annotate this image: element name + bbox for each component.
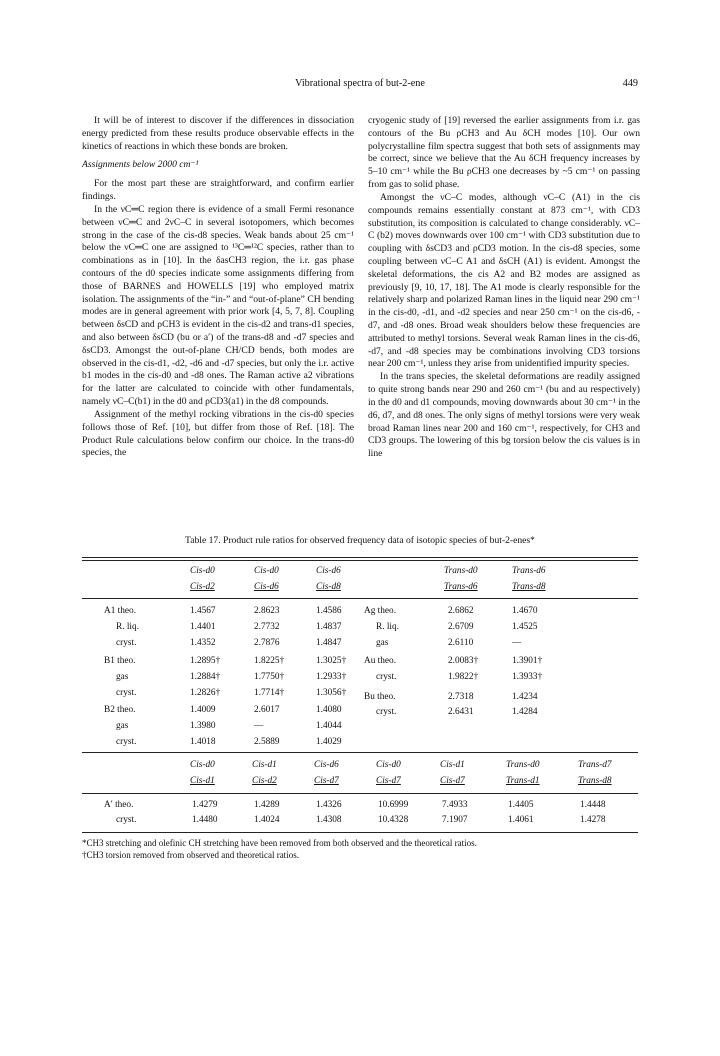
left-paragraph-4: Assignment of the methyl rocking vibrations in the cis-d0 species follows those of Ref. [10], but differ from those of Ref. [18]. The Product Rule calculations below confirm our choice. In the trans-d0 species, the [82, 408, 354, 459]
table-caption: Table 17. Product rule ratios for observed frequency data of isotopic species of but-2-enes* [185, 535, 535, 546]
table-cell-value: 2.8623 [254, 606, 280, 616]
table-cell-value: 1.7714† [254, 687, 285, 698]
table-col-header-bottom: Cis-d6 [254, 582, 279, 592]
table-cell-value: 1.3025† [316, 655, 347, 666]
table-row-label: cryst. [116, 637, 137, 648]
table-bottom-rule [82, 832, 638, 833]
table-cell-value: 2.7732 [254, 621, 280, 632]
table-row-label: R. liq. [376, 621, 399, 632]
table-cell-value: 2.6110 [448, 637, 474, 648]
table-cell-value: 2.0083† [448, 655, 479, 666]
right-paragraph-2: Amongst the νC–C modes, although νC–C (A1) in the cis compounds remains essentially constant at 873 cm⁻¹, with CD3 substitution, its composition is calculated to change considerably. νC–C (b2) moves downwards over 100 cm⁻¹ with CD3 substitution due to coupling with δsCD3 and ρCD3 motion. In the cis-d8 species, some coupling between νC–C A1 and δsCH (A1) is evident. Amongst the skeletal deformations, the cis A2 and B2 modes are assigned as previously [9, 10, 17, 18]. The A1 mode is clearly responsible for the relatively sharp and polarized Raman lines in the liquid near 290 cm⁻¹ in the cis-d0, -d1, and -d2 species and near 250 cm⁻¹ on the cis-d6, -d7, and -d8 ones. Broad weak shoulders below these frequencies are attributed to methyl torsions. Several weak Raman lines in the cis-d6, -d7, and -d8 species may be combinations involving CD3 torsions near 200 cm⁻¹, unless they arise from unidentified impurity species. [368, 191, 640, 370]
table-top-rule-2 [82, 560, 638, 561]
table-cell-value: 2.7876 [254, 637, 280, 648]
table-cell-value: 1.4308 [316, 815, 342, 825]
table-col-header-top: Cis-d0 [190, 566, 215, 576]
table-row-label: cryst. [376, 707, 397, 718]
table-col-header-top: Cis-d6 [316, 566, 341, 576]
right-paragraph-3: In the trans species, the skeletal deformations are readily assigned to quite strong bands near 290 and 260 cm⁻¹ (bu and au respectively) in the d0 and d1 compounds, moving downwards about 30 cm⁻¹ in the d6, d7, and d8 ones. The only signs of methyl torsions were very weak broad Raman lines near 200 and 160 cm⁻¹, respectively, for CH3 and CD3 groups. The lowering of this bg torsion below the cis values is in line [368, 371, 640, 460]
table-row-label: B1 theo. [104, 655, 136, 666]
table-cell-value: 7.1907 [442, 815, 468, 825]
left-paragraph-1: It will be of interest to discover if the differences in dissociation energy predicted from these results produce observable effects in the kinetics of reactions in which these bonds are broken. [82, 115, 354, 152]
table-cell-value: 1.4401 [190, 621, 216, 632]
table-col-header-top: Trans-d7 [578, 760, 612, 770]
right-paragraph-1: cryogenic study of [19] reversed the earlier assignments from i.r. gas contours of the Bu ρCH3 and Au δCH modes [10]. Our own polycrystalline film spectra suggest that both sets of assignments may be correct, since we believe that the Au δCH frequency increases by 5–10 cm⁻¹ while the Bu ρCH3 one decreases by ~5 cm⁻¹ on passing from gas to solid phase. [368, 115, 640, 191]
table-top-rule [82, 557, 638, 558]
table-cell-value: 1.4284 [512, 707, 538, 718]
table-cell-value: 10.6999 [378, 800, 409, 810]
table-col-header-bottom: Cis-d7 [376, 776, 401, 786]
table-cell-value: 1.4448 [580, 800, 606, 810]
left-paragraph-3: In the νC═C region there is evidence of a small Fermi resonance between νC═C and 2νC–C in several isotopomers, which becomes strong in the case of the cis-d8 species. Weak bands about 25 cm⁻¹ below the νC═C one are assigned to ¹³C═¹²C species, rather than to combinations as in [10]. In the δasCH3 region, the i.r. gas phase contours of the d0 species indicate some assignments differing from those of BARNES and HOWELLS [19] who employed matrix isolation. The assignments of the “in-” and “out-of-plane” CH bending modes are in general agreement with prior work [4, 5, 7, 8]. Coupling between δsCD and ρCH3 is evident in the cis-d2 and trans-d1 species, and also between δsCD (bu or a′) of the trans-d8 and -d7 species and δsCD3. Amongst the out-of-plane CH/CD bends, both modes are observed in the cis-d1, -d2, -d6 and -d7 species, but only the i.r. active b1 modes in the cis-d0 and -d8 ones. The Raman active a2 vibrations for the latter are calculated to coincide with other fundamentals, namely νC–C(b1) in the d0 and ρCD3(a1) in the d8 compounds. [82, 203, 354, 408]
table-col-header-top: Trans-d0 [444, 566, 478, 576]
table-cell-value: 1.2826† [190, 687, 221, 698]
table-header-rule [82, 598, 638, 599]
table-cell-value: 1.4029 [316, 737, 342, 748]
table-row-label: cryst. [116, 815, 137, 825]
table-cell-value: 1.2884† [190, 671, 221, 682]
table-middle-rule [82, 752, 638, 753]
table-cell-value: 1.4352 [190, 637, 216, 648]
table-row-label: B2 theo. [104, 705, 136, 716]
table-cell-value: 1.4480 [192, 815, 218, 825]
table-col-header-bottom: Cis-d2 [190, 582, 215, 592]
table-col-header-bottom: Cis-d8 [316, 582, 341, 592]
table-row-label: cryst. [116, 737, 137, 748]
table-cell-value: 1.4234 [512, 691, 538, 702]
table-cell-value: 2.6862 [448, 606, 474, 616]
table-cell-value: 10.4328 [378, 815, 409, 825]
table-col-header-bottom: Trans-d1 [506, 776, 540, 786]
table-col-header-top: Trans-d0 [506, 760, 540, 770]
table-col-header-top: Cis-d0 [376, 760, 401, 770]
table-cell-value: 1.4279 [192, 800, 218, 810]
table-col-header-top: Cis-d1 [440, 760, 465, 770]
table-cell-value: 2.5889 [254, 737, 280, 748]
table-col-header-bottom: Trans-d6 [444, 582, 478, 592]
table-col-header-bottom: Trans-d8 [578, 776, 612, 786]
right-column [368, 115, 640, 461]
table-cell-value: 1.4024 [254, 815, 280, 825]
table-col-header-top: Cis-d6 [314, 760, 339, 770]
table-cell-value: 1.4018 [190, 737, 216, 748]
table-footnote-1: *CH3 stretching and olefinic CH stretching have been removed from both observed and the theoretical ratios. [82, 838, 477, 848]
table-cell-value: 1.3933† [512, 671, 543, 682]
table-col-header-bottom: Cis-d7 [314, 776, 339, 786]
table-cell-value: — [254, 721, 264, 732]
table-cell-value: 1.4289 [254, 800, 280, 810]
table-row-label: A′ theo. [104, 800, 134, 810]
table-cell-value: 1.4525 [512, 621, 538, 632]
left-column [82, 115, 354, 460]
table-cell-value: 1.9822† [448, 671, 479, 682]
table-cell-value: 1.7750† [254, 671, 285, 682]
table-row-label: Ag theo. [364, 606, 397, 616]
table-row-label: R. liq. [116, 621, 139, 632]
section-subheading: Assignments below 2000 cm⁻¹ [82, 159, 199, 171]
table-cell-value: 1.4061 [508, 815, 534, 825]
table-cell-value: 2.7318 [448, 691, 474, 702]
table-cell-value: 1.4847 [316, 637, 342, 648]
table-col-header-bottom: Cis-d2 [252, 776, 277, 786]
table-cell-value: 1.4080 [316, 705, 342, 716]
table-cell-value: 1.8225† [254, 655, 285, 666]
table-cell-value: 1.4567 [190, 606, 216, 616]
left-paragraph-2: For the most part these are straightforward, and confirm earlier findings. [82, 178, 354, 203]
table-col-header-bottom: Cis-d7 [440, 776, 465, 786]
table-col-header-top: Trans-d6 [512, 566, 546, 576]
table-cell-value: 1.2933† [316, 671, 347, 682]
table-cell-value: 2.6017 [254, 705, 280, 716]
table-cell-value: 2.6709 [448, 621, 474, 632]
table-cell-value: 1.4837 [316, 621, 342, 632]
table-cell-value: 1.3056† [316, 687, 347, 698]
running-title: Vibrational spectra of but-2-ene [295, 78, 425, 89]
table-row-label: Bu theo. [364, 691, 396, 702]
table-col-header-top: Cis-d0 [190, 760, 215, 770]
table-row-label: cryst. [376, 671, 397, 682]
table-cell-value: 1.4009 [190, 705, 216, 716]
table-cell-value: 1.4586 [316, 606, 342, 616]
table-row-label: Au theo. [364, 655, 397, 666]
table-row-label: gas [116, 721, 129, 732]
table-cell-value: 1.4044 [316, 721, 342, 732]
table-col-header-bottom: Cis-d1 [190, 776, 215, 786]
table-cell-value: 1.4670 [512, 606, 538, 616]
table-cell-value: — [512, 637, 522, 648]
table-col-header-bottom: Trans-d8 [512, 582, 546, 592]
table-cell-value: 1.4326 [316, 800, 342, 810]
table-row-label: gas [116, 671, 129, 682]
table-row-label: A1 theo. [104, 606, 137, 616]
table-lower-header-rule [82, 793, 638, 794]
table-cell-value: 1.4278 [580, 815, 606, 825]
table-row-label: gas [376, 637, 389, 648]
table-cell-value: 1.2895† [190, 655, 221, 666]
table-col-header-top: Cis-d0 [254, 566, 279, 576]
table-footnote-2: †CH3 torsion removed from observed and theoretical ratios. [82, 850, 299, 860]
table-row-label: cryst. [116, 687, 137, 698]
table-cell-value: 1.4405 [508, 800, 534, 810]
running-header [82, 78, 638, 94]
page-number: 449 [622, 78, 638, 89]
table-cell-value: 1.3980 [190, 721, 216, 732]
table-col-header-top: Cis-d1 [252, 760, 277, 770]
table-cell-value: 7.4933 [442, 800, 468, 810]
table-cell-value: 1.3901† [512, 655, 543, 666]
table-cell-value: 2.6431 [448, 707, 474, 718]
